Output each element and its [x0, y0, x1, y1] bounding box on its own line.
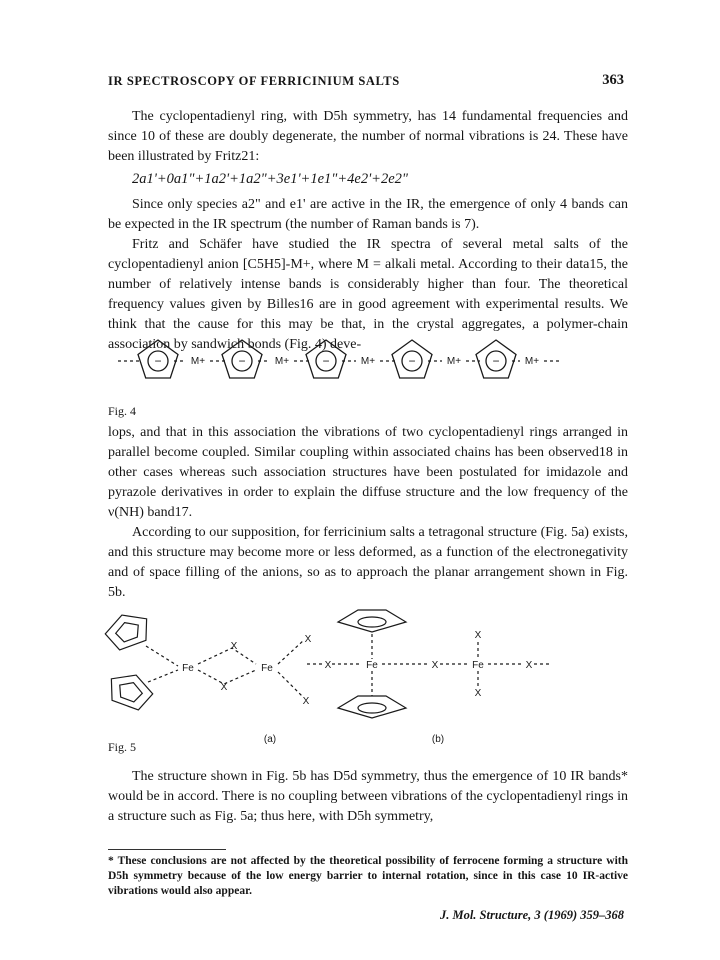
paragraph-active-species: [108, 195, 628, 235]
sub-label-b: (b): [431, 734, 445, 745]
ring-charge: −: [492, 354, 500, 368]
footnote: [108, 854, 628, 899]
cyclopentadienyl-ring: [338, 610, 406, 632]
terminal-bond: [278, 640, 304, 664]
structure-b: [304, 610, 550, 718]
paragraph-text: lops, and that in this association the vibrations of two cyclopentadienyl rings arranged in parallel become coupled. Similar coupling within associated chains has been observed18 in other cases whereas such association structures have been postulated for imidazole and pyrazole derivatives in order to explain the diffuse structure and the low frequency of the ν(NH) band17.: [108, 425, 628, 520]
cyclopentadienyl-ring: [101, 608, 153, 653]
paragraph-text: The cyclopentadienyl ring, with D5h symmetry, has 14 fundamental frequencies and since 10 of these are doubly degenerate, the number of normal vibrations is 24. These have been illustrated by Fritz21:: [108, 109, 628, 164]
footnote-rule: [108, 849, 226, 850]
page-header: [108, 74, 624, 96]
iron-atom: Fe: [261, 663, 273, 674]
species-formula: 2a1'+0a1"+1a2'+1a2"+3e1'+1e1"+4e2'+2e2": [132, 171, 408, 187]
figure-5-structures: [100, 604, 620, 750]
iron-atom: Fe: [182, 663, 194, 674]
paragraph-text: Since only species a2" and e1' are active in the IR, the emergence of only 4 bands can be expected in the IR spectrum (the number of Raman bands is 7).: [108, 197, 628, 232]
paragraph-text: The structure shown in Fig. 5b has D5d symmetry, thus the emergence of 10 IR bands* would be in accord. There is no coupling between vibrations of the cyclopentadienyl rings in a structure such as Fig. 5a; thus here, with D5h symmetry,: [108, 769, 628, 824]
ring-charge: −: [238, 354, 246, 368]
ring-charge: −: [408, 354, 416, 368]
running-head: IR SPECTROSCOPY OF FERRICINIUM SALTS: [108, 74, 400, 88]
metal-cation: M+: [190, 356, 206, 367]
ligand-atom: X: [474, 630, 482, 641]
paragraph-intro: [108, 107, 628, 167]
ring-charge: −: [154, 354, 162, 368]
footnote-text: * These conclusions are not affected by the theoretical possibility of ferrocene forming a structure with D5h symmetry because of the low energy barrier to internal rotation, since in this case 10 IR-active vibrations would also appear.: [108, 855, 628, 897]
paragraph-supposition: [108, 523, 628, 603]
ring-iron-bond: [148, 670, 178, 682]
bridge-bond: [198, 648, 256, 664]
sub-label-a: (a): [263, 734, 277, 745]
paragraph-text: According to our supposition, for ferricinium salts a tetragonal structure (Fig. 5a) exists, and this structure may become more or less deformed, as a function of the electronegativity and of space filling of the anions, so as to approach the planar arrangement shown in Fig. 5b.: [108, 525, 628, 600]
iron-atom: Fe: [472, 660, 484, 671]
ligand-atom: X: [304, 634, 312, 645]
metal-cation: M+: [524, 356, 540, 367]
ligand-atom: X: [302, 696, 310, 707]
ligand-atom: X: [230, 641, 238, 652]
ligand-atom: X: [474, 688, 482, 699]
ligand-atom: X: [324, 660, 332, 671]
figure-4-polymer-chain: [108, 334, 628, 396]
paragraph-d5d-symmetry: [108, 767, 628, 827]
cyclopentadienyl-ring: [338, 696, 406, 718]
journal-citation: J. Mol. Structure, 3 (1969) 359–368: [439, 908, 624, 922]
figure-5-label: Fig. 5: [108, 740, 137, 754]
metal-cation: M+: [360, 356, 376, 367]
structure-a: [101, 608, 304, 713]
ligand-atom: X: [525, 660, 533, 671]
cyclopentadienyl-ring: [105, 668, 157, 713]
figure-4-label: Fig. 4: [108, 404, 137, 418]
paragraph-text: Fritz and Schäfer have studied the IR spectra of several metal salts of the cyclopentadienyl anion [C5H5]-M+, where M = alkali metal. According to their data15, the number of relatively intense bands is considerably higher than four. The theoretical frequency values given by Billes16 are in good agreement with experimental results. We think that the cause for this may be that, in the crystal aggregates, a polymer-chain association by sandwich bonds (Fig. 4) deve-: [108, 237, 628, 352]
metal-cation: M+: [446, 356, 462, 367]
ligand-atom: X: [220, 682, 228, 693]
paragraph-coupling: [108, 423, 628, 523]
ring-iron-bond: [146, 646, 178, 666]
ligand-atom: X: [431, 660, 439, 671]
ring-charge: −: [322, 354, 330, 368]
metal-cation: M+: [274, 356, 290, 367]
terminal-bond: [278, 672, 302, 696]
iron-atom: Fe: [366, 660, 378, 671]
page-number: 363: [602, 72, 624, 88]
structure-a-labels: [182, 634, 312, 707]
